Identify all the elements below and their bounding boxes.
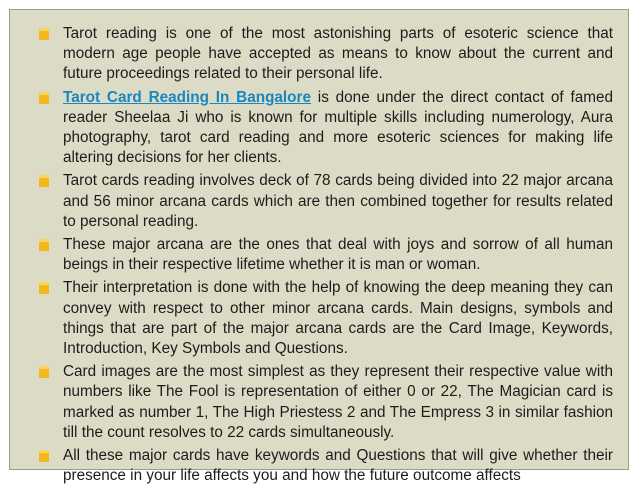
bullet-item-4 xyxy=(10,235,630,275)
yellow-square-bullet-icon xyxy=(39,366,49,378)
tarot-card-reading-bangalore-link[interactable]: Tarot Card Reading In Bangalore xyxy=(63,88,311,106)
bullet-item-2 xyxy=(10,88,630,169)
yellow-square-bullet-icon xyxy=(39,92,49,104)
bullet-item-6 xyxy=(10,362,630,443)
bullet-text: All these major cards have keywords and Questions that will give whether their presence in your life affects you and how the future outcome affects xyxy=(63,447,613,485)
yellow-square-bullet-icon xyxy=(39,175,49,187)
yellow-square-bullet-icon xyxy=(39,450,49,462)
bullet-text: These major arcana are the ones that deal with joys and sorrow of all human beings in their respective lifetime whether it is man or woman. xyxy=(63,236,613,274)
bullet-text: Tarot reading is one of the most astonishing parts of esoteric science that modern age people have accepted as means to know about the current and future proceedings related to their personal life. xyxy=(63,25,613,83)
bullet-item-3 xyxy=(10,171,630,232)
yellow-square-bullet-icon xyxy=(39,282,49,294)
bullet-item-7 xyxy=(10,446,630,486)
bullet-item-1 xyxy=(10,24,630,85)
bullet-list xyxy=(10,24,630,489)
bullet-text: Tarot cards reading involves deck of 78 cards being divided into 22 major arcana and 56 minor arcana cards which are then combined together for results related to personal reading. xyxy=(63,172,613,230)
yellow-square-bullet-icon xyxy=(39,28,49,40)
bullet-text: is done under the direct contact of famed reader Sheelaa Ji who is known for multiple skills including numerology, Aura photography, tarot card reading and more esoteric sciences for making life altering decisions for her clients. xyxy=(63,88,613,167)
bullet-text: Card images are the most simplest as they represent their respective value with numbers like The Fool is representation of either 0 or 22, The Magician card is marked as number 1, The High Priestess 2 and The Empress 3 in similar fashion till the count resolves to 22 cards simultaneously. xyxy=(63,363,613,441)
slide xyxy=(9,9,629,485)
yellow-square-bullet-icon xyxy=(39,239,49,251)
bullet-text: Their interpretation is done with the help of knowing the deep meaning they can convey with respect to other minor arcana cards. Main designs, symbols and things that are part of the major arcana cards are the Card Image, Keywords, Introduction, Key Symbols and Questions. xyxy=(63,279,613,358)
bullet-item-5 xyxy=(10,278,630,359)
